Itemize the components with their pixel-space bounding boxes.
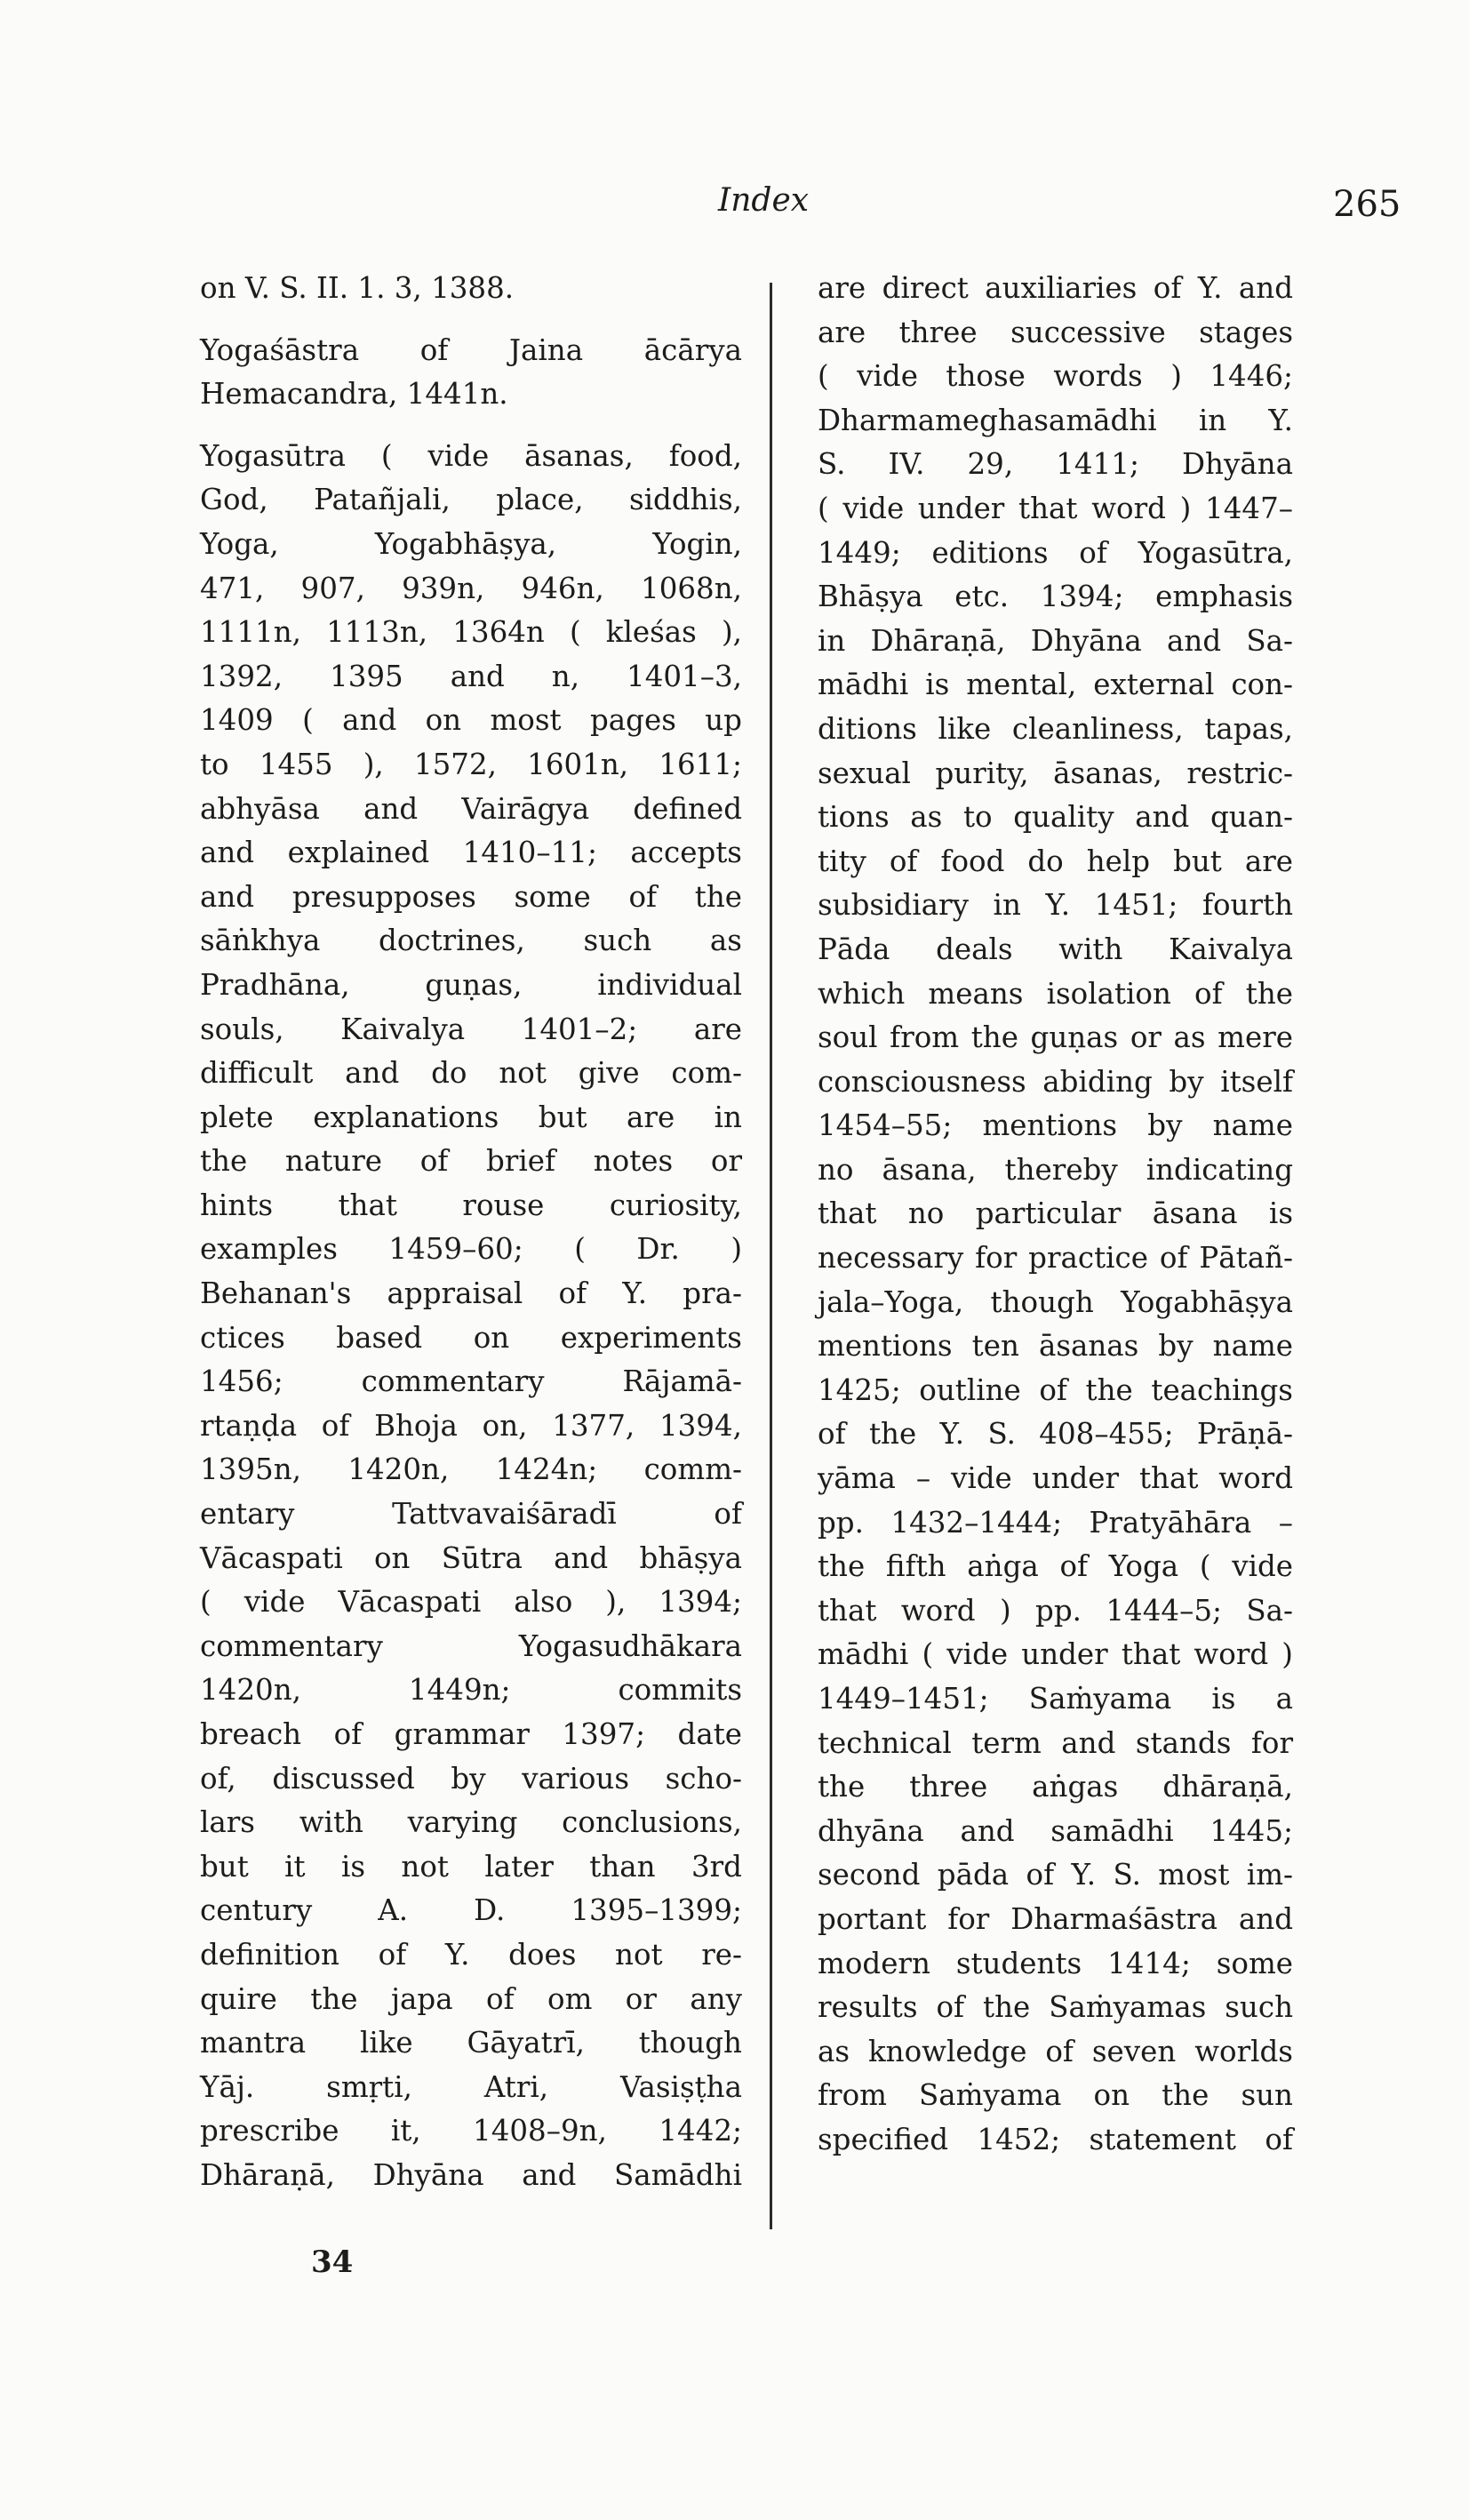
page-header — [0, 182, 1469, 236]
text-line: necessary for practice of Pātañ- — [818, 1241, 1293, 1276]
text-line: difficult and do not give com- — [200, 1056, 742, 1091]
text-line: and presupposes some of the — [200, 879, 742, 914]
text-line: Yoga, Yogabhāṣya, Yogin, — [200, 526, 742, 561]
text-line: mādhi is mental, external con- — [818, 668, 1293, 702]
text-line: 1456; commentary Rājamā- — [200, 1364, 742, 1399]
text-line: Yogasūtra ( vide āsanas, food, — [200, 438, 742, 473]
text-line: 1420n, 1449n; commits — [200, 1673, 742, 1708]
index-entry-yogasastra — [200, 329, 742, 417]
text-line: Behanan's appraisal of Y. pra- — [200, 1276, 742, 1311]
text-line: 471, 907, 939n, 946n, 1068n, — [200, 571, 742, 605]
text-line: tity of food do help but are — [818, 844, 1293, 878]
text-line: ( vide under that word ) 1447– — [818, 491, 1293, 525]
text-line: jala–Yoga, though Yogabhāṣya — [818, 1284, 1293, 1319]
text-line: ditions like cleanliness, tapas, — [818, 711, 1293, 746]
text-line: S. IV. 29, 1411; Dhyāna — [818, 447, 1293, 482]
text-line: mādhi ( vide under that word ) — [818, 1637, 1293, 1672]
text-line: subsidiary in Y. 1451; fourth — [818, 888, 1293, 923]
text-line: mentions ten āsanas by name — [818, 1329, 1293, 1364]
text-line: 1425; outline of the teachings — [818, 1372, 1293, 1407]
text-line: Hemacandra, 1441n. — [200, 377, 508, 412]
text-line: 1111n, 1113n, 1364n ( kleśas ), — [200, 615, 742, 650]
text-line: 1449; editions of Yogasūtra, — [818, 535, 1293, 570]
text-line: prescribe it, 1408–9n, 1442; — [200, 2114, 742, 2148]
text-line: to 1455 ), 1572, 1601n, 1611; — [200, 747, 742, 781]
text-line: sāṅkhya doctrines, such as — [200, 924, 742, 958]
text-line: results of the Saṁyamas such — [818, 1990, 1293, 2025]
text-line: as knowledge of seven worlds — [818, 2034, 1293, 2068]
text-line: are direct auxiliaries of Y. and — [818, 271, 1293, 305]
text-line: Vācaspati on Sūtra and bhāṣya — [200, 1540, 742, 1575]
text-line: and explained 1410–11; accepts — [200, 836, 742, 870]
text-line: souls, Kaivalya 1401–2; are — [200, 1012, 742, 1046]
text-line: of the Y. S. 408–455; Prāṇā- — [818, 1417, 1293, 1452]
text-line: Pāda deals with Kaivalya — [818, 932, 1293, 966]
text-line: mantra like Gāyatrī, though — [200, 2026, 742, 2060]
text-line: hints that rouse curiosity, — [200, 1188, 742, 1222]
text-line: quire the japa of om or any — [200, 1981, 742, 2016]
text-line: 1392, 1395 and n, 1401–3, — [200, 659, 742, 693]
text-line: second pāda of Y. S. most im- — [818, 1858, 1293, 1892]
text-line: ctices based on experiments — [200, 1320, 742, 1355]
text-line: lars with varying conclusions, — [200, 1805, 742, 1840]
text-line: pp. 1432–1444; Pratyāhāra – — [818, 1505, 1293, 1540]
page-number: 265 — [1333, 184, 1401, 225]
text-line: century A. D. 1395–1399; — [200, 1893, 742, 1928]
signature-mark: 34 — [311, 2244, 354, 2280]
text-line: are three successive stages — [818, 315, 1293, 349]
text-line: the nature of brief notes or — [200, 1144, 742, 1179]
text-line: rtaṇḍa of Bhoja on, 1377, 1394, — [200, 1408, 742, 1443]
text-line: in Dhāraṇā, Dhyāna and Sa- — [818, 623, 1293, 658]
text-line: Bhāṣya etc. 1394; emphasis — [818, 580, 1293, 614]
text-line: soul from the guṇas or as mere — [818, 1020, 1293, 1055]
text-line: consciousness abiding by itself — [818, 1064, 1293, 1099]
text-line: Dharmameghasamādhi in Y. — [818, 403, 1293, 437]
left-column — [200, 267, 742, 2216]
text-line: abhyāsa and Vairāgya defined — [200, 791, 742, 826]
text-line: Dhāraṇā, Dhyāna and Samādhi — [200, 2157, 742, 2192]
text-line: on V. S. II. 1. 3, 1388. — [200, 271, 515, 305]
text-line: modern students 1414; some — [818, 1946, 1293, 1980]
text-line: that no particular āsana is — [818, 1196, 1293, 1231]
text-line: sexual purity, āsanas, restric- — [818, 756, 1293, 790]
running-title: Index — [718, 182, 810, 219]
text-line: commentary Yogasudhākara — [200, 1628, 742, 1663]
text-line: that word ) pp. 1444–5; Sa- — [818, 1593, 1293, 1628]
index-entry-yogasutra — [200, 435, 742, 2198]
right-column — [818, 267, 1293, 2163]
text-line: no āsana, thereby indicating — [818, 1152, 1293, 1187]
text-line: specified 1452; statement of — [818, 2122, 1293, 2156]
text-line: 1395n, 1420n, 1424n; comm- — [200, 1452, 742, 1487]
text-line: the three aṅgas dhāraṇā, — [818, 1770, 1293, 1804]
text-line: technical term and stands for — [818, 1725, 1293, 1760]
column-divider — [770, 283, 772, 2229]
index-entry-continuation — [200, 267, 742, 311]
text-line: examples 1459–60; ( Dr. ) — [200, 1232, 742, 1267]
text-line: breach of grammar 1397; date — [200, 1717, 742, 1751]
text-line: Pradhāna, guṇas, individual — [200, 967, 742, 1002]
text-line: definition of Y. does not re- — [200, 1937, 742, 1972]
text-line: yāma – vide under that word — [818, 1461, 1293, 1496]
text-line: Yāj. smṛti, Atri, Vasiṣṭha — [200, 2069, 742, 2104]
text-line: which means isolation of the — [818, 976, 1293, 1011]
text-line: dhyāna and samādhi 1445; — [818, 1813, 1293, 1848]
text-line: Yogaśāstra of Jaina ācārya — [200, 332, 742, 367]
text-line: ( vide Vācaspati also ), 1394; — [200, 1585, 742, 1620]
text-line: entary Tattvavaiśāradī of — [200, 1497, 742, 1532]
text-line: but it is not later than 3rd — [200, 1849, 742, 1884]
text-line: plete explanations but are in — [200, 1100, 742, 1134]
text-line: 1449–1451; Saṁyama is a — [818, 1682, 1293, 1716]
text-line: portant for Dharmaśāstra and — [818, 1901, 1293, 1936]
text-line: of, discussed by various scho- — [200, 1761, 742, 1796]
text-line: from Saṁyama on the sun — [818, 2078, 1293, 2113]
text-line: the fifth aṅga of Yoga ( vide — [818, 1549, 1293, 1584]
text-line: ( vide those words ) 1446; — [818, 359, 1293, 394]
text-line: God, Patañjali, place, siddhis, — [200, 483, 742, 517]
text-line: 1454–55; mentions by name — [818, 1108, 1293, 1143]
text-line: 1409 ( and on most pages up — [200, 703, 742, 738]
text-line: tions as to quality and quan- — [818, 800, 1293, 835]
